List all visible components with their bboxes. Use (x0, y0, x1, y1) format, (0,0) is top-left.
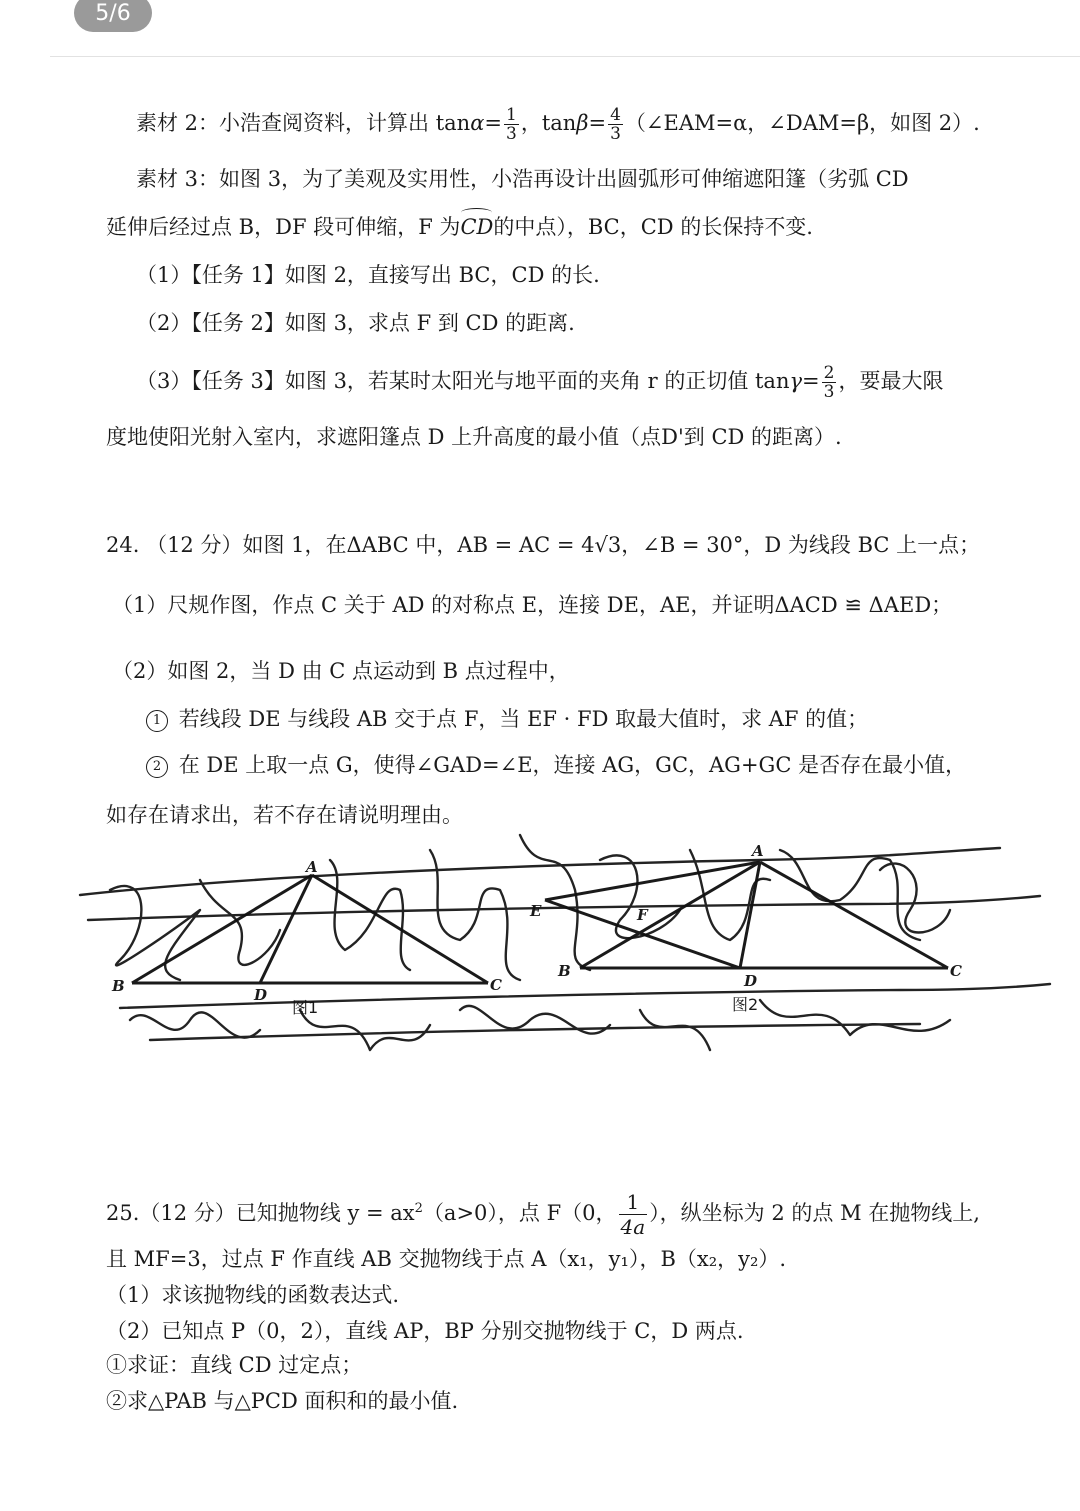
q24-part2: （2）如图 2，当 D 由 C 点运动到 B 点过程中， (112, 659, 570, 683)
fig2-side-ac (760, 862, 948, 968)
q25-head-b: （a>0），点 F（0， (422, 1201, 617, 1225)
eq-sign: = (484, 111, 502, 135)
circled-one-marker: 1 (146, 710, 168, 732)
task2-text: （2）【任务 2】如图 3，求点 F 到 CD 的距离. (136, 311, 575, 335)
tan-beta-fraction (608, 106, 623, 143)
tan-beta-prefix: ，tan (520, 111, 577, 135)
alpha-symbol: α (470, 111, 485, 135)
q25-line2: 且 MF=3，过点 F 作直线 AB 交抛物线于点 A（x₁，y₁），B（x₂，y₂）. (106, 1247, 787, 1271)
fig1-label-d: D (254, 986, 268, 1004)
task3-tail: ，要最大限 (838, 369, 944, 393)
tan-gamma-fraction (822, 364, 837, 401)
task1-text: （1）【任务 1】如图 2，直接写出 BC，CD 的长. (136, 263, 600, 287)
top-divider (50, 56, 1080, 57)
material3-line2-a: 延伸后经过点 B，DF 段可伸缩，F 为 (106, 215, 461, 239)
q24-sub1-text: 若线段 DE 与线段 AB 交于点 F，当 EF · FD 取最大值时，求 AF 的值； (178, 707, 869, 731)
q24-part1: （1）尺规作图，作点 C 关于 AD 的对称点 E，连接 DE，AE，并证明ΔACD ≌ ΔAED； (112, 593, 953, 617)
tan-alpha-denominator: 3 (506, 124, 517, 144)
q25-part1: （1）求该抛物线的函数表达式. (106, 1283, 400, 1307)
task3-lead: （3）【任务 3】如图 3，若某时太阳光与地平面的夹角 r 的正切值 tan (136, 369, 790, 393)
q25-part2-sub2: ②求△PAB 与△PCD 面积和的最小值. (106, 1389, 459, 1413)
gamma-symbol: γ (789, 369, 803, 393)
q24-sub2-text: 在 DE 上取一点 G，使得∠GAD=∠E，连接 AG，GC，AG+GC 是否存在最小值， (178, 753, 967, 777)
focus-fraction (619, 1190, 648, 1239)
fig1-label-b: B (112, 977, 125, 995)
circled-two-marker: 2 (146, 756, 168, 778)
q25-part2-sub1: ①求证：直线 CD 过定点； (106, 1353, 363, 1377)
material3-line1: 素材 3：如图 3，为了美观及实用性，小浩再设计出圆弧形可伸缩遮阳篷（劣弧 CD (136, 167, 909, 191)
tan-gamma-numerator: 2 (823, 363, 835, 383)
material2-lead: 素材 2：小浩查阅资料，计算出 tan (136, 111, 471, 135)
q25-heading (106, 1190, 980, 1239)
page-indicator: 5/6 (74, 0, 152, 32)
focus-denominator: 4a (620, 1215, 646, 1239)
material2-tail: （∠EAM=α，∠DAM=β，如图 2）. (624, 111, 980, 135)
eq-sign: = (802, 369, 820, 393)
q25-head-c: ），纵坐标为 2 的点 M 在抛物线上, (649, 1201, 980, 1225)
fig1-caption: 图1 (292, 998, 319, 1017)
focus-numerator: 1 (619, 1190, 648, 1215)
beta-symbol: β (576, 111, 589, 135)
q24-heading: 24. （12 分）如图 1，在ΔABC 中，AB = AC = 4√3，∠B = 30°，D 为线段 BC 上一点； (106, 533, 981, 557)
q24-sub2-line2: 如存在请求出，若不存在请说明理由。 (106, 803, 463, 827)
fig2-label-e: E (530, 902, 542, 920)
arc-cd-symbol: CD (460, 212, 493, 242)
q25-head-a: 25.（12 分）已知抛物线 y = ax (106, 1201, 415, 1225)
fig2-caption: 图2 (732, 995, 759, 1014)
material2-line (136, 106, 980, 143)
square-exponent: 2 (414, 1201, 423, 1216)
fig2-label-a: A (752, 842, 764, 860)
fig2-label-b: B (558, 962, 571, 980)
material3-line2 (106, 212, 813, 242)
eq-sign: = (588, 111, 607, 135)
fig1-label-c: C (490, 976, 502, 994)
task3-line2: 度地使阳光射入室内，求遮阳篷点 D 上升高度的最小值（点D'到 CD 的距离）. (106, 425, 842, 449)
tan-alpha-numerator: 1 (506, 105, 517, 125)
tan-beta-denominator: 3 (610, 124, 621, 144)
tan-beta-numerator: 4 (610, 105, 621, 125)
fig2-label-d: D (744, 972, 758, 990)
tan-alpha-fraction (504, 106, 519, 143)
q24-sub1 (146, 704, 868, 734)
fig2-label-c: C (950, 962, 962, 980)
fig2-label-f: F (637, 906, 648, 924)
q24-sub2 (146, 750, 966, 780)
q25-part2: （2）已知点 P（0，2），直线 AP，BP 分别交抛物线于 C，D 两点. (106, 1319, 744, 1343)
tan-gamma-denominator: 3 (823, 382, 835, 402)
fig2-segment-ad (740, 862, 760, 968)
fig1-label-a: A (306, 858, 318, 876)
triangle-figures (0, 820, 1080, 1090)
material3-line2-b: 的中点），BC，CD 的长保持不变. (493, 215, 813, 239)
task3-line1 (136, 364, 943, 401)
